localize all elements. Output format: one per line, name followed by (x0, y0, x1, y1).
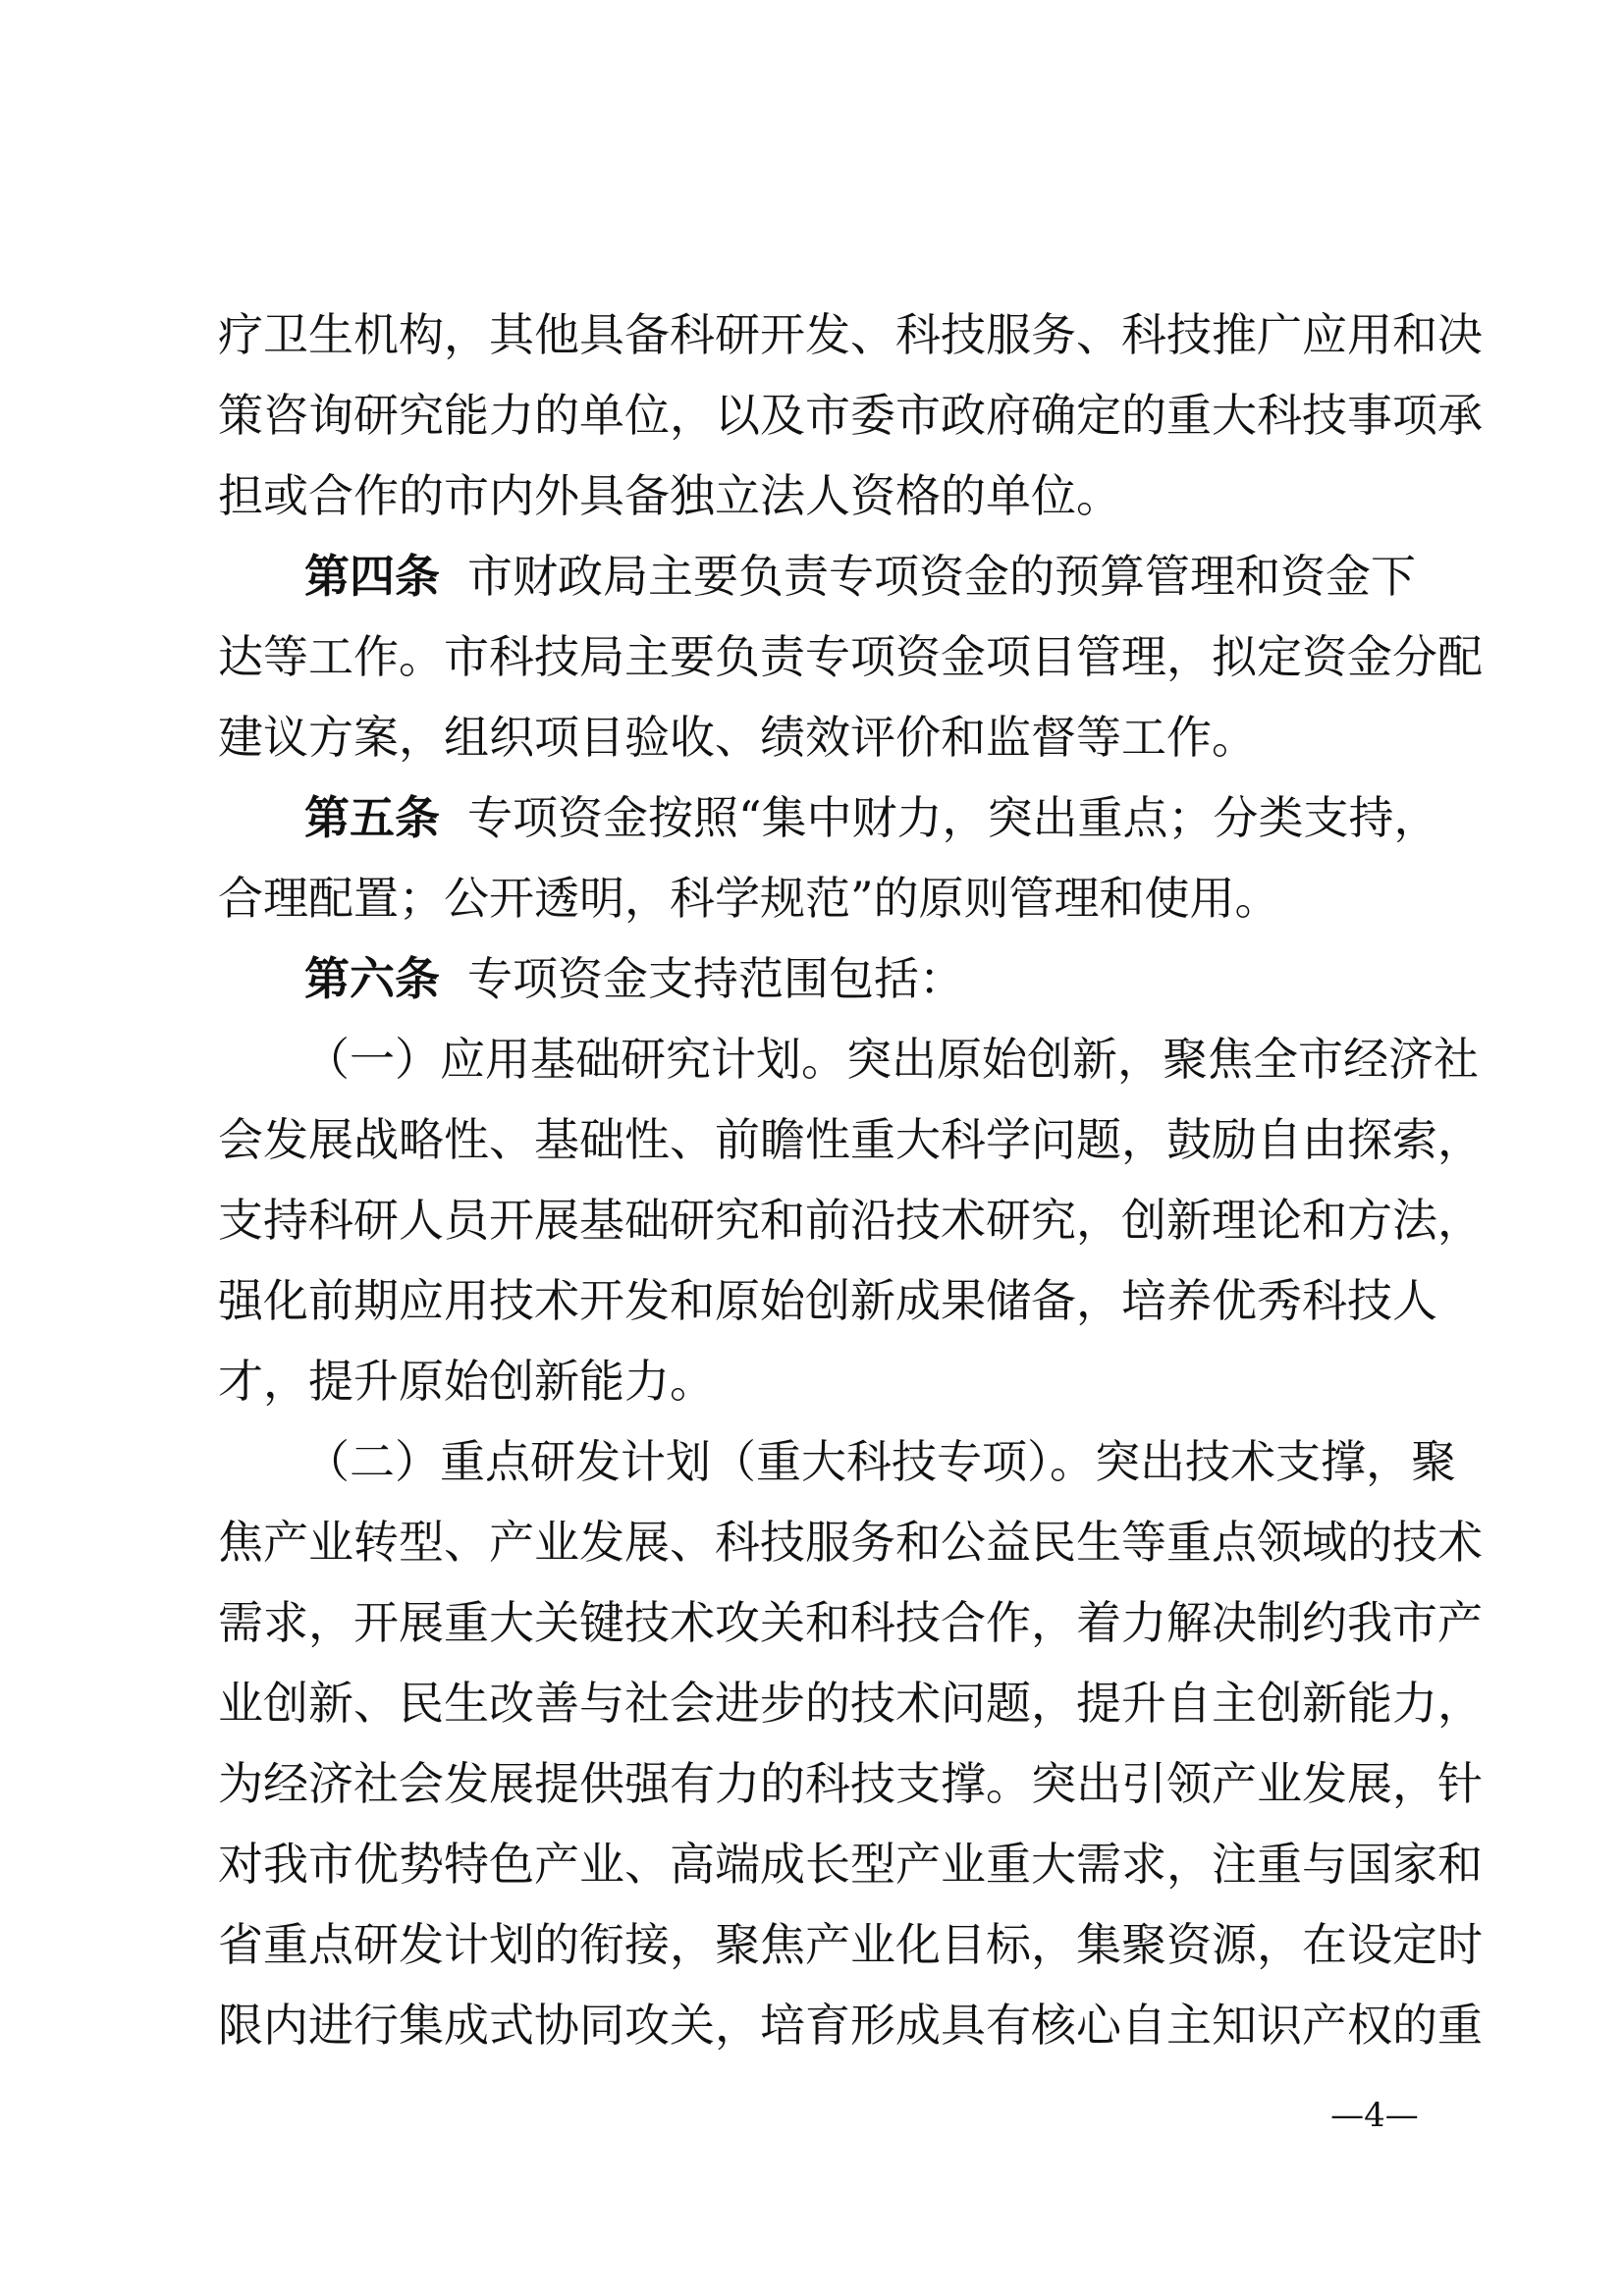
text-line: 限内进行集成式协同攻关，培育形成具有核心自主知识产权的重 (218, 1999, 1483, 2052)
text-line (218, 777, 1439, 858)
article-text: 专项资金支持范围包括： (467, 952, 964, 1005)
text-line: 担或合作的市内外具备独立法人资格的单位。 (218, 469, 1121, 522)
text-line: 建议方案，组织项目验收、绩效评价和监督等工作。 (218, 711, 1257, 764)
article-number: 第六条 (304, 952, 440, 1005)
article-text: 市财政局主要负责专项资金的预算管理和资金下 (467, 550, 1416, 603)
page-number: —4— (1330, 2096, 1419, 2135)
text-line: 需求，开展重大关键技术攻关和科技合作，着力解决制约我市产 (218, 1596, 1483, 1649)
text-line: 合理配置；公开透明，科学规范”的原则管理和使用。 (218, 872, 1280, 925)
text-line: 疗卫生机构，其他具备科研开发、科技服务、科技推广应用和决 (218, 308, 1483, 361)
text-line (218, 536, 1416, 616)
article-four (218, 536, 1483, 777)
text-line: 强化前期应用技术开发和原始创新成果储备，培养优秀科技人 (218, 1274, 1437, 1327)
text-line: （二）重点研发计划（重大科技专项）。突出技术支撑，聚 (304, 1435, 1456, 1488)
item-two (218, 1421, 1483, 2065)
text-line: 才，提升原始创新能力。 (218, 1355, 715, 1408)
text-line: 达等工作。市科技局主要负责专项资金项目管理，拟定资金分配 (218, 630, 1483, 683)
paragraph-continuation (218, 294, 1483, 536)
document-body (218, 294, 1483, 2065)
text-line: 省重点研发计划的衔接，聚焦产业化目标，集聚资源，在设定时 (218, 1918, 1483, 1971)
article-six (218, 938, 1406, 1019)
article-five (218, 777, 1439, 938)
text-line: 对我市优势特色产业、高端成长型产业重大需求，注重与国家和 (218, 1838, 1483, 1891)
item-one (218, 1019, 1483, 1421)
text-line: 焦产业转型、产业发展、科技服务和公益民生等重点领域的技术 (218, 1516, 1483, 1569)
text-line: 为经济社会发展提供强有力的科技支撑。突出引领产业发展，针 (218, 1757, 1483, 1810)
article-text: 专项资金按照“集中财力，突出重点；分类支持， (467, 791, 1439, 844)
text-line: 支持科研人员开展基础研究和前沿技术研究，创新理论和方法， (218, 1194, 1483, 1247)
article-number: 第四条 (304, 550, 440, 603)
text-line: 会发展战略性、基础性、前瞻性重大科学问题，鼓励自由探索， (218, 1113, 1483, 1166)
article-number: 第五条 (304, 791, 440, 844)
text-line: 策咨询研究能力的单位，以及市委市政府确定的重大科技事项承 (218, 389, 1483, 442)
text-line (218, 938, 1406, 1019)
text-line: （一）应用基础研究计划。突出原始创新，聚焦全市经济社 (304, 1033, 1479, 1086)
text-line: 业创新、民生改善与社会进步的技术问题，提升自主创新能力， (218, 1677, 1483, 1730)
